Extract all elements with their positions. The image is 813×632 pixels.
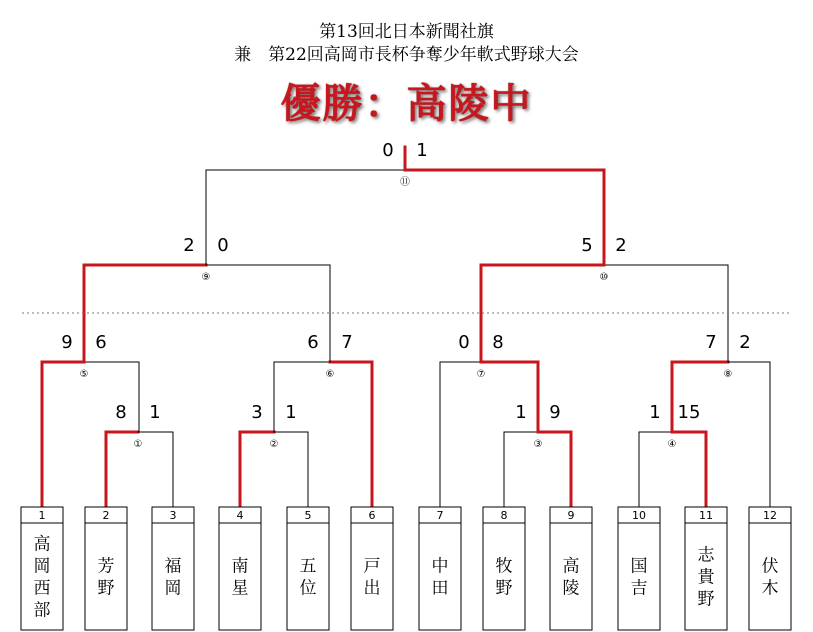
team-name: 牧野 xyxy=(495,556,513,599)
winner-banner: 優勝：高陵中 xyxy=(280,81,533,127)
team-number: 12 xyxy=(763,509,777,522)
game-number: ⑨ xyxy=(201,272,211,283)
team-number: 7 xyxy=(436,509,444,522)
team-name: 中田 xyxy=(431,556,449,599)
team-name: 志貴野 xyxy=(697,545,715,610)
game-number: ③ xyxy=(533,439,543,450)
team-name: 芳野 xyxy=(97,556,115,599)
score-left: 7 xyxy=(705,332,717,353)
score-right: 2 xyxy=(739,332,751,353)
score-left: 9 xyxy=(61,332,73,353)
team-number: 4 xyxy=(236,509,244,522)
game-number: ① xyxy=(133,439,143,450)
game-number: ④ xyxy=(667,439,677,450)
score-right: 7 xyxy=(341,332,353,353)
score-right: 1 xyxy=(149,402,161,423)
team-number: 10 xyxy=(632,509,646,522)
score-right: 8 xyxy=(492,332,504,353)
score-left: 2 xyxy=(183,235,195,256)
game-number: ⑩ xyxy=(599,272,609,283)
team-number: 11 xyxy=(699,509,713,522)
game-number: ⑧ xyxy=(723,369,733,380)
score-left: 0 xyxy=(458,332,470,353)
game-number: ② xyxy=(269,439,279,450)
team-name: 五位 xyxy=(299,556,317,599)
score-right: 9 xyxy=(549,402,561,423)
team-number: 6 xyxy=(368,509,376,522)
score-left: 6 xyxy=(307,332,319,353)
score-right: 0 xyxy=(217,235,229,256)
score-left: 1 xyxy=(515,402,527,423)
team-number: 8 xyxy=(500,509,508,522)
team-name: 伏木 xyxy=(761,556,779,599)
score-left: 3 xyxy=(251,402,263,423)
game-number: ⑦ xyxy=(476,369,486,380)
score-right: 2 xyxy=(615,235,627,256)
score-right: 1 xyxy=(416,140,428,161)
game-number: ⑪ xyxy=(400,177,410,188)
score-left: 5 xyxy=(581,235,593,256)
team-name: 南星 xyxy=(231,556,249,599)
score-left: 0 xyxy=(382,140,394,161)
game-number: ⑥ xyxy=(325,369,335,380)
team-name: 国吉 xyxy=(630,556,648,599)
game-number: ⑤ xyxy=(79,369,89,380)
tournament-title: 第13回北日本新聞社旗 xyxy=(319,22,494,42)
score-left: 1 xyxy=(649,402,661,423)
team-name: 戸出 xyxy=(363,556,381,599)
team-name: 福岡 xyxy=(164,556,182,599)
score-right: 6 xyxy=(95,332,107,353)
score-right: 1 xyxy=(285,402,297,423)
score-right: 15 xyxy=(677,402,701,423)
tournament-subtitle: 兼 第22回高岡市長杯争奪少年軟式野球大会 xyxy=(234,45,579,65)
team-number: 5 xyxy=(304,509,312,522)
team-name: 高陵 xyxy=(562,556,580,599)
team-number: 3 xyxy=(169,509,177,522)
team-number: 1 xyxy=(38,509,46,522)
score-left: 8 xyxy=(115,402,127,423)
team-name: 高岡西部 xyxy=(33,534,51,621)
team-number: 9 xyxy=(567,509,575,522)
team-number: 2 xyxy=(102,509,110,522)
